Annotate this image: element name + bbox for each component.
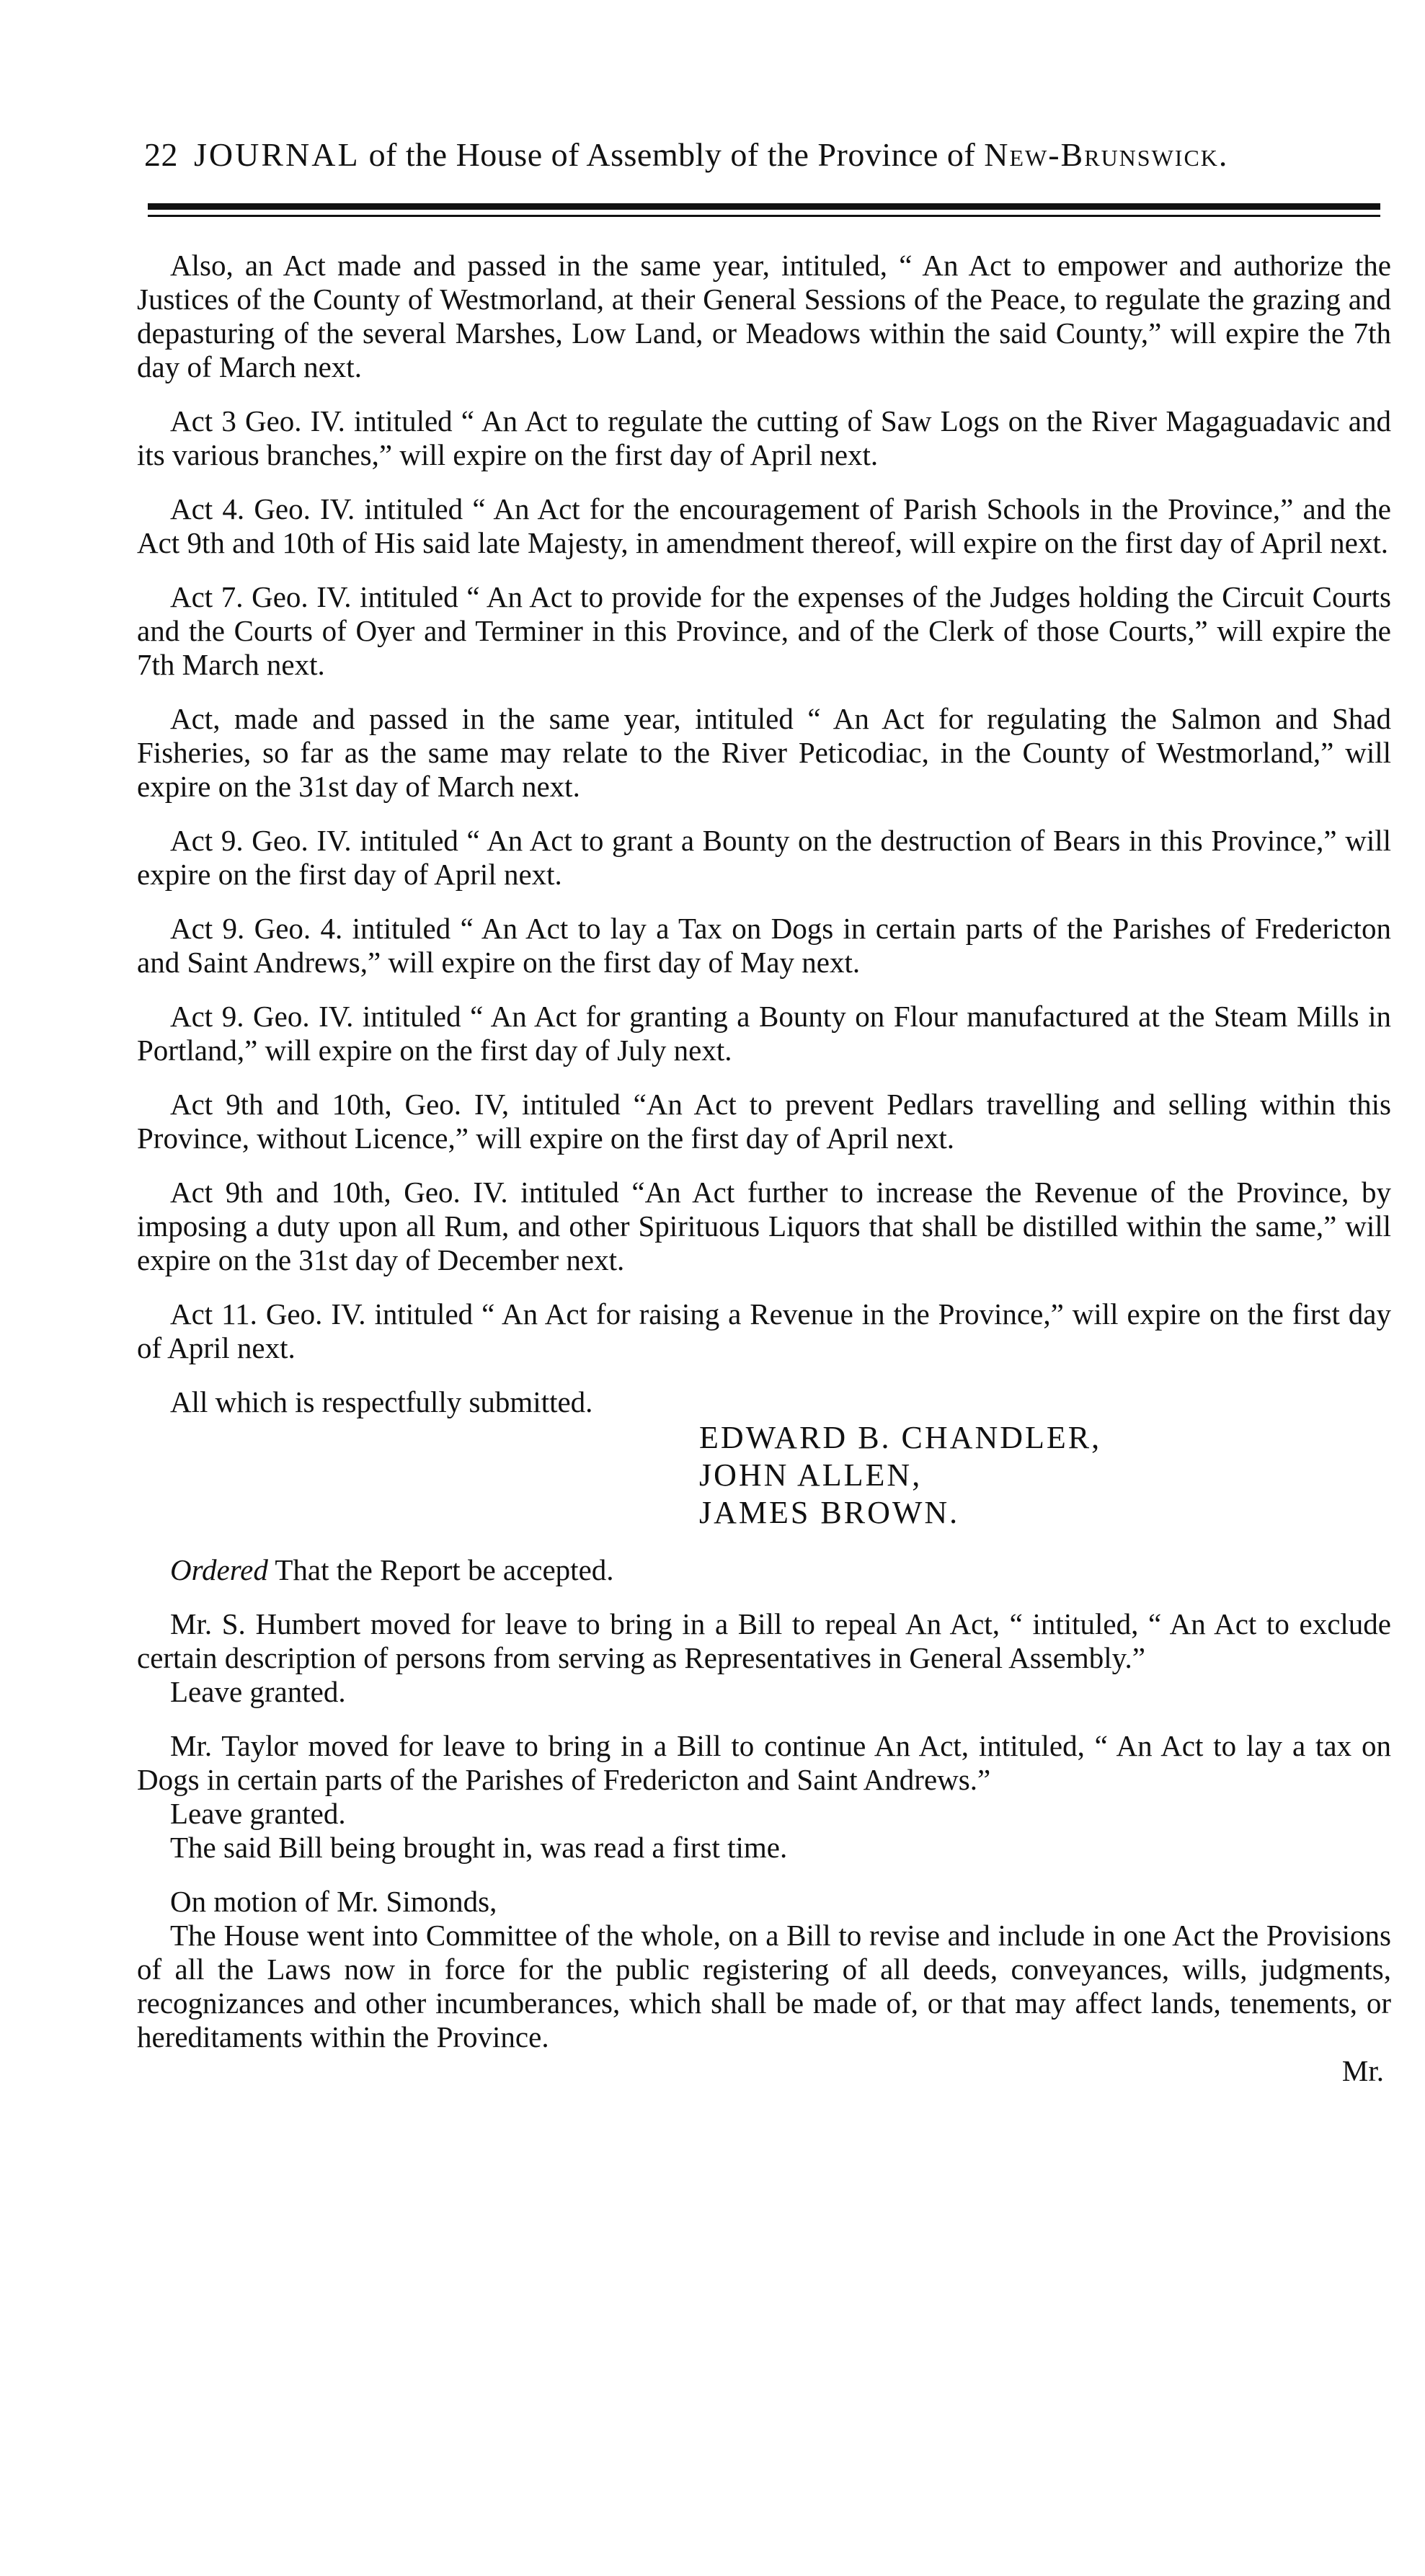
simonds-motion: On motion of Mr. Simonds, [170,1885,497,1918]
ordered-line [137,1553,1391,1587]
page-body [137,249,1391,2088]
committee-paragraph: The House went into Committee of the whole, on a Bill to revise and include in one Act the Provisions of all the Laws now in force for the public registering of all deeds, conveyances, wills, judgments, recognizances and other incumberances, which shall be made of, or that may affect lands, tenements, or hereditaments within the Province. [137,1919,1391,2053]
signatories [137,1419,1391,1532]
header-rule-thick [148,203,1380,210]
signatory-brown: JAMES BROWN. [699,1495,960,1530]
paragraph-parish-schools: Act 4. Geo. IV. intituled “ An Act for the encouragement of Parish Schools in the Province,” and the Act 9th and 10th of His said late Majesty, in amendment thereof, will expire on the first day of April next. [137,492,1391,559]
ordered-word: Ordered [170,1553,268,1586]
header-rule-thin [148,215,1380,217]
paragraph-revenue: Act 11. Geo. IV. intituled “ An Act for raising a Revenue in the Province,” will expire on the first day of April next. [137,1297,1391,1364]
humbert-motion: Mr. S. Humbert moved for leave to bring in a Bill to repeal An Act, “ intituled, “ An Act to exclude certain description of persons from serving as Representatives in General Assembly.” [137,1607,1391,1674]
running-header [144,136,1384,174]
signatory-chandler: EDWARD B. CHANDLER, [699,1420,1102,1455]
humbert-leave: Leave granted. [170,1675,346,1708]
paragraph-revenue-rum: Act 9th and 10th, Geo. IV. intituled “An Act further to increase the Revenue of the Province, by imposing a duty upon all Rum, and other Spirituous Liquors that shall be distilled within the same,” will expire on the 31st day of December next. [137,1176,1391,1276]
taylor-leave: Leave granted. [170,1797,346,1830]
paragraph-saw-logs: Act 3 Geo. IV. intituled “ An Act to regulate the cutting of Saw Logs on the River Magaguadavic and its various branches,” will expire on the first day of April next. [137,404,1391,471]
paragraph-westmorland-marshes: Also, an Act made and passed in the same year, intituled, “ An Act to empower and authorize the Justices of the County of Westmorland, at their General Sessions of the Peace, to regulate the grazing and depasturing of the several Marshes, Low Land, or Meadows within the said County,” will expire the 7th day of March next. [137,249,1391,383]
paragraph-judges-expenses: Act 7. Geo. IV. intituled “ An Act to provide for the expenses of the Judges holding the Circuit Courts and the Courts of Oyer and Terminer in this Province, and of the Clerk of those Courts,” will expire the 7th March next. [137,580,1391,681]
paragraph-pedlars: Act 9th and 10th, Geo. IV, intituled “An Act to prevent Pedlars travelling and selling within this Province, without Licence,” will expire on the first day of April next. [137,1088,1391,1155]
taylor-motion: Mr. Taylor moved for leave to bring in a Bill to continue An Act, intituled, “ An Act to lay a tax on Dogs in certain parts of the Parishes of Fredericton and Saint Andrews.” [137,1729,1391,1796]
header-house-text: of the House of Assembly of the Province of [368,136,976,173]
ordered-text: That the Report be accepted. [267,1553,614,1586]
submitted-line: All which is respectfully submitted. [170,1385,593,1418]
page-number: 22 [144,136,178,173]
catchword: Mr. [1341,2054,1384,2087]
header-province: New-Brunswick. [984,136,1229,173]
journal-title: JOURNAL [194,136,360,173]
taylor-first-reading: The said Bill being brought in, was read a first time. [170,1831,788,1864]
signatory-allen: JOHN ALLEN, [699,1457,923,1493]
paragraph-bears-bounty: Act 9. Geo. IV. intituled “ An Act to grant a Bounty on the destruction of Bears in this Province,” will expire on the first day of April next. [137,824,1391,891]
paragraph-salmon-fisheries: Act, made and passed in the same year, intituled “ An Act for regulating the Salmon and Shad Fisheries, so far as the same may relate to the River Peticodiac, in the County of Westmorland,” will expire on the 31st day of March next. [137,702,1391,803]
paragraph-dogs-tax: Act 9. Geo. 4. intituled “ An Act to lay a Tax on Dogs in certain parts of the Parishes of Fredericton and Saint Andrews,” will expire on the first day of May next. [137,912,1391,979]
paragraph-flour-bounty: Act 9. Geo. IV. intituled “ An Act for granting a Bounty on Flour manufactured at the Steam Mills in Portland,” will expire on the first day of July next. [137,1000,1391,1067]
